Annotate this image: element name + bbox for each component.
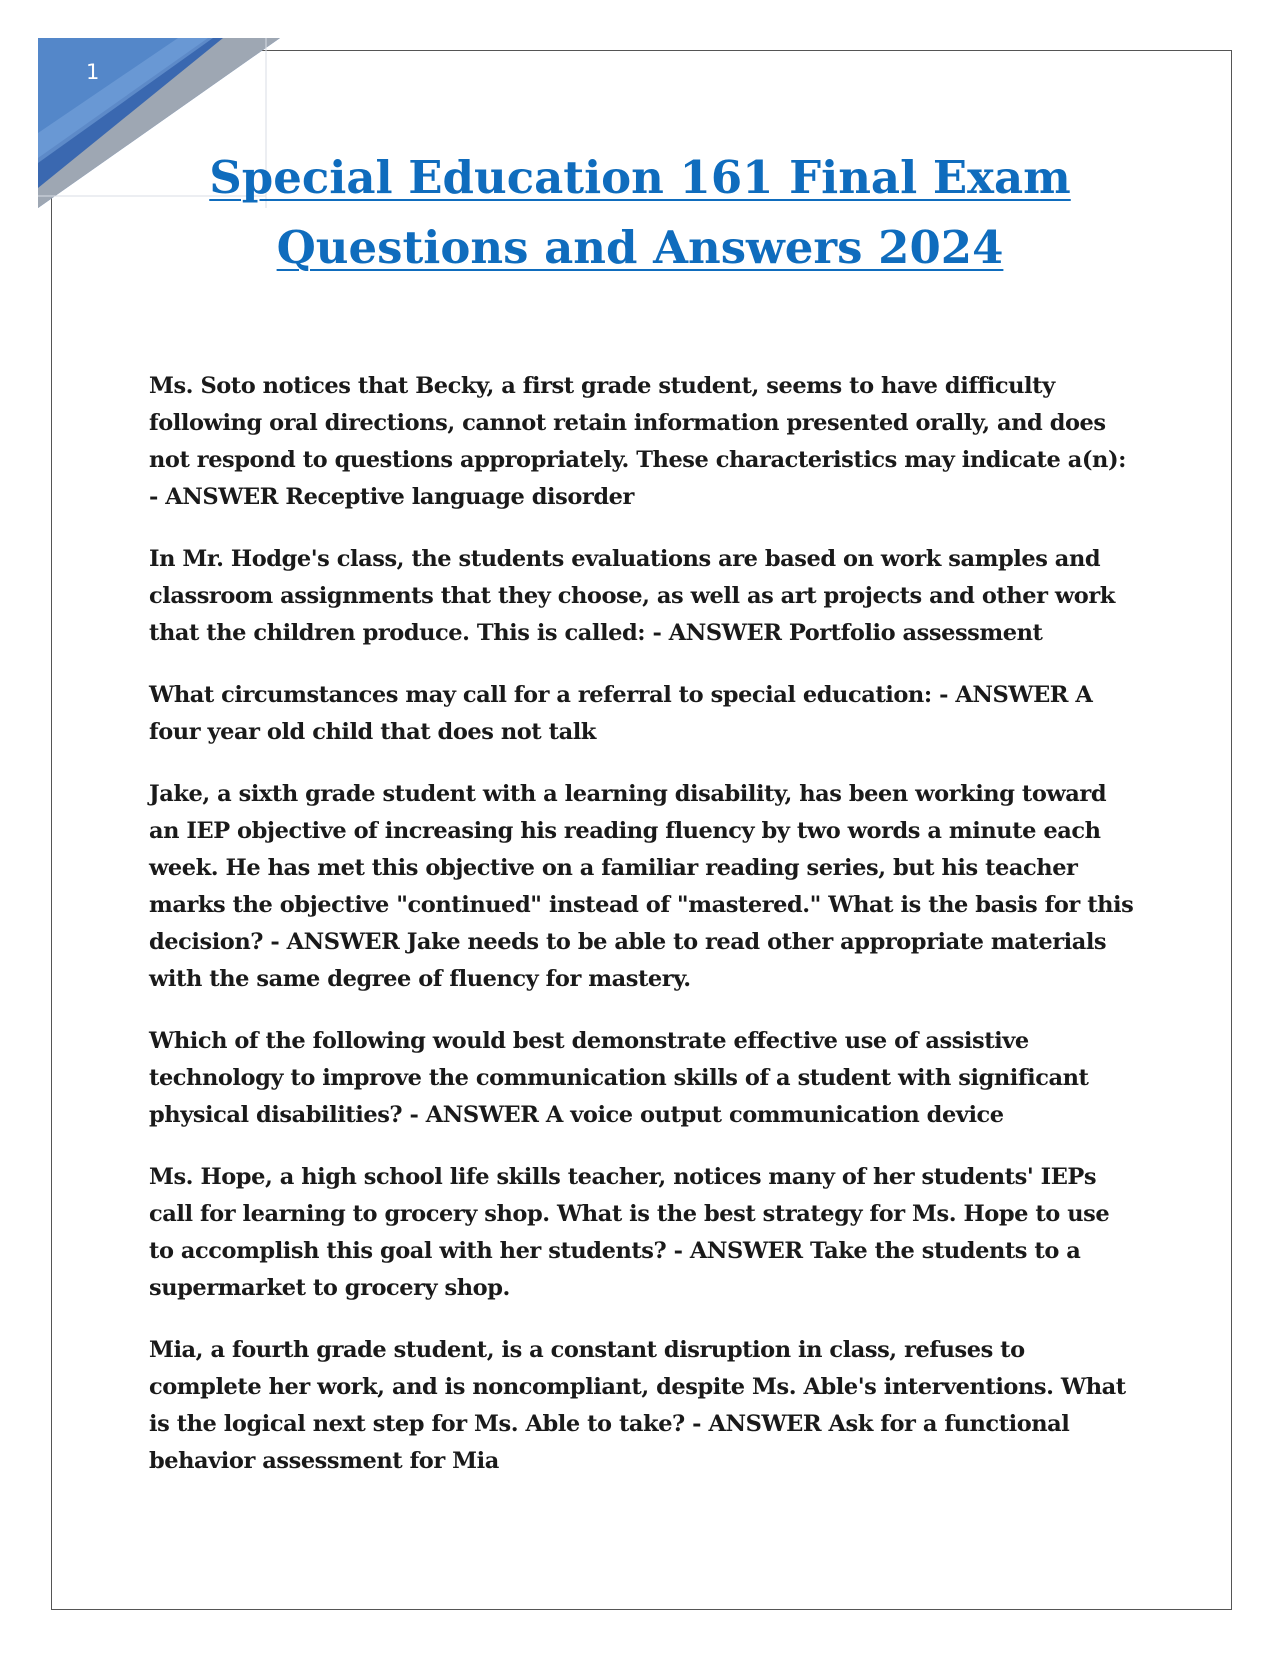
qa-item-3: What circumstances may call for a referral to special education: - ANSWER A four year old child that does not talk	[149, 682, 1093, 745]
page-title	[140, 143, 1140, 283]
title-line-2: Questions and Answers 2024	[276, 221, 1004, 274]
page-number: 1	[86, 60, 100, 84]
title-line-1: Special Education 161 Final Exam	[209, 151, 1071, 204]
qa-item-1: Ms. Soto notices that Becky, a first grade student, seems to have difficulty following oral directions, cannot retain information presented orally, and does not respond to questions appropriately. These characteristics may indicate a(n): - ANSWER Receptive language disorder	[149, 373, 1126, 510]
qa-item-4: Jake, a sixth grade student with a learning disability, has been working toward an IEP objective of increasing his reading fluency by two words a minute each week. He has met this objective on a familiar reading series, but his teacher marks the objective "continued" instead of "mastered." What is the basis for this decision? - ANSWER Jake needs to be able to read other appropriate materials with the same degree of fluency for mastery.	[149, 781, 1134, 992]
qa-item-7: Mia, a fourth grade student, is a constant disruption in class, refuses to complete her work, and is noncompliant, despite Ms. Able's interventions. What is the logical next step for Ms. Able to take? - ANSWER Ask for a functional behavior assessment for Mia	[149, 1337, 1126, 1474]
qa-list	[149, 368, 1139, 1505]
qa-item-2: In Mr. Hodge's class, the students evaluations are based on work samples and classroom assignments that they choose, as well as art projects and other work that the children produce. This is called: - ANSWER Portfolio assessment	[149, 546, 1115, 646]
qa-item-6: Ms. Hope, a high school life skills teacher, notices many of her students' IEPs call for learning to grocery shop. What is the best strategy for Ms. Hope to use to accomplish this goal with her students? - ANSWER Take the students to a supermarket to grocery shop.	[149, 1164, 1110, 1301]
qa-item-5: Which of the following would best demonstrate effective use of assistive technology to improve the communication skills of a student with significant physical disabilities? - ANSWER A voice output communication device	[149, 1028, 1089, 1128]
